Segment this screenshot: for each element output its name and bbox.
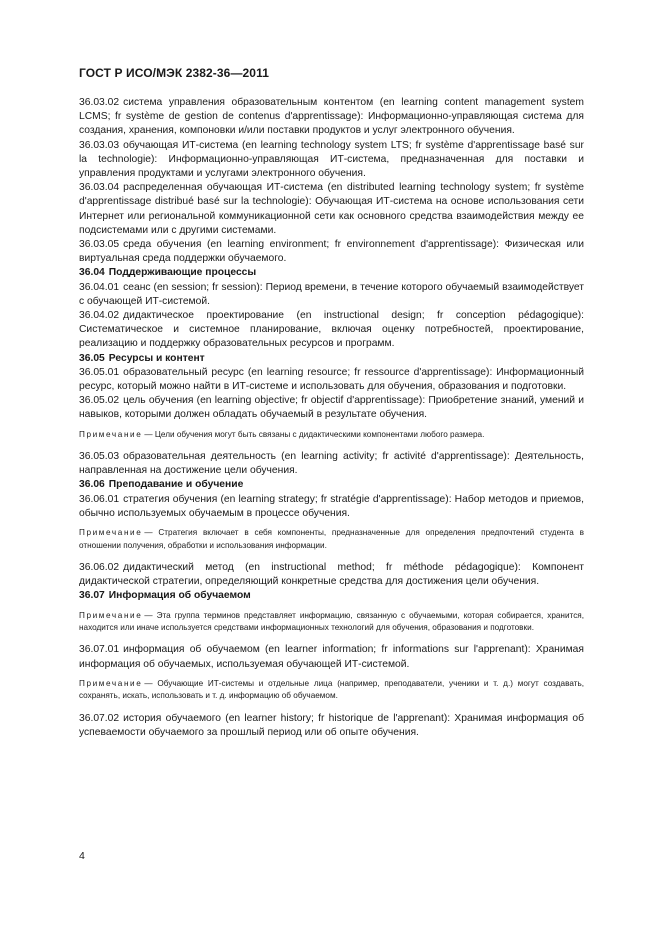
term-number: 36.03.02 [79,97,120,108]
note-text: — Обучающие ИТ-системы и отдельные лица (например, преподаватели, ученики и т. д.) могут создавать, сохранять, искать, использовать и т. д. информацию об обучаемом. [79,678,584,701]
term-number: 36.05.02 [79,395,120,407]
term-number: 36.03.05 [79,239,120,251]
term-number: 36.04.02 [79,310,120,322]
term-entry [79,366,584,394]
note [79,610,584,635]
term-text: образовательный ресурс (en learning resource; fr ressource d'apprentissage): Информационный ресурс, который можно найти в ИТ-системе и использовать для обучения, образования и подготовки. [79,366,584,393]
term-entry [79,281,584,309]
term-text: информация об обучаемом (en learner information; fr informations sur l'apprenant): Хранимая информация об обучаемых, используемая обучающей ИТ-системой. [79,644,584,670]
term-text: обучающая ИТ-система (en learning technology system LTS; fr système d'apprentissage basé sur la technologie): Информационно-управляющая ИТ-система, предназначенная для поставки и управления продуктами и услугами электронного обучения. [79,139,584,180]
note-text: — Стратегия включает в себя компоненты, предназначенные для определения предпочтений студента в отношении получения, обработки и использования информации. [79,528,584,550]
term-entry [79,238,584,266]
term-number: 36.06.02 [79,561,120,573]
term-entry [79,181,584,238]
section-number: 36.06 [79,479,105,491]
term-number: 36.05.03 [79,451,120,463]
term-number: 36.07.02 [79,712,120,724]
note [79,527,584,552]
term-number: 36.05.01 [79,366,120,378]
section-title: Преподавание и обучение [108,479,244,491]
section-title: Ресурсы и контент [108,352,205,364]
document-header: ГОСТ Р ИСО/МЭК 2382-36—2011 [79,66,269,80]
term-entry [79,712,584,740]
term-text: стратегия обучения (en learning strategy; fr stratégie d'apprentissage): Набор методов и приемов, обычно используемых обучаемым в процессе обучения. [79,493,584,519]
term-number: 36.06.01 [79,493,120,505]
section-heading [79,352,584,366]
section-number: 36.05 [79,352,105,364]
note-text: — Цели обучения могут быть связаны с дидактическими компонентами любого размера. [144,429,485,439]
term-text: дидактический метод (en instructional method; fr méthode pédagogique): Компонент дидактической стратегии, определяющий конкретные средства для достижения цели обучения. [79,561,584,588]
section-title: Информация об обучаемом [108,590,251,602]
note-label: Примечание [79,429,143,439]
note-label: Примечание [79,610,143,620]
term-text: история обучаемого (en learner history; fr historique de l'apprenant): Хранимая информация об успеваемости обучаемого за прошлый период или об опыте обучения. [79,712,584,738]
section-heading [79,589,584,603]
note-text: — Эта группа терминов представляет информацию, связанную с обучаемыми, которая собирается, хранится, находится или иначе используется средствами информационных технологий для обучения, образования и подготовки. [79,610,584,632]
term-entry [79,394,584,422]
term-text: дидактическое проектирование (en instructional design; fr conception pédagogique): Систематическое и системное планирование, включая оценку потребностей, проектирование, реализацию и поддержку образовательных ресурсов и программ. [79,310,584,350]
document-body [79,96,584,740]
term-entry [79,561,584,589]
section-heading [79,266,584,280]
term-number: 36.07.01 [79,644,120,656]
term-number: 36.03.04 [79,182,120,194]
section-number: 36.04 [79,267,105,279]
note-label: Примечание [79,528,143,538]
term-text: среда обучения (en learning environment; fr environnement d'apprentissage): Физическая или виртуальная среда поддержки обучаемого. [79,239,584,265]
term-entry [79,643,584,671]
term-number: 36.04.01 [79,281,120,293]
term-number: 36.03.03 [79,139,120,151]
note [79,429,584,441]
term-text: сеанс (en session; fr session): Период времени, в течение которого обучаемый взаимодействует с обучающей ИТ-системой. [79,281,584,307]
term-entry [79,96,584,139]
term-text: цель обучения (en learning objective; fr objectif d'apprentissage): Приобретение знаний, умений и навыков, которыми должен обладать обучаемый в результате обучения. [79,395,584,421]
term-entry [79,493,584,521]
section-number: 36.07 [79,590,105,602]
term-text: образовательная деятельность (en learning activity; fr activité d'apprentissage): Деятельность, направленная на достижение цели обучения. [79,451,584,477]
term-entry [79,450,584,478]
term-entry [79,309,584,352]
note [79,678,584,703]
page-number: 4 [79,850,85,862]
term-entry [79,139,584,182]
section-title: Поддерживающие процессы [108,267,257,279]
term-text: система управления образовательным контентом (en learning content management system LCMS; fr système de gestion de contenus d'apprentissage): Информационно-управляющая система для создания, хранения, компоновки и/или поставки продуктов и услуг электронного обучения. [79,97,584,137]
term-text: распределенная обучающая ИТ-система (en distributed learning technology system; fr système d'apprentissage distribué basé sur la technologie): Обучающая ИТ-система на основе использования сети Интернет или региональной коммуникационной сети как основного средства взаимодействия между ее подсистемами или с другими системами. [79,182,584,236]
section-heading [79,478,584,492]
note-label: Примечание [79,678,143,688]
